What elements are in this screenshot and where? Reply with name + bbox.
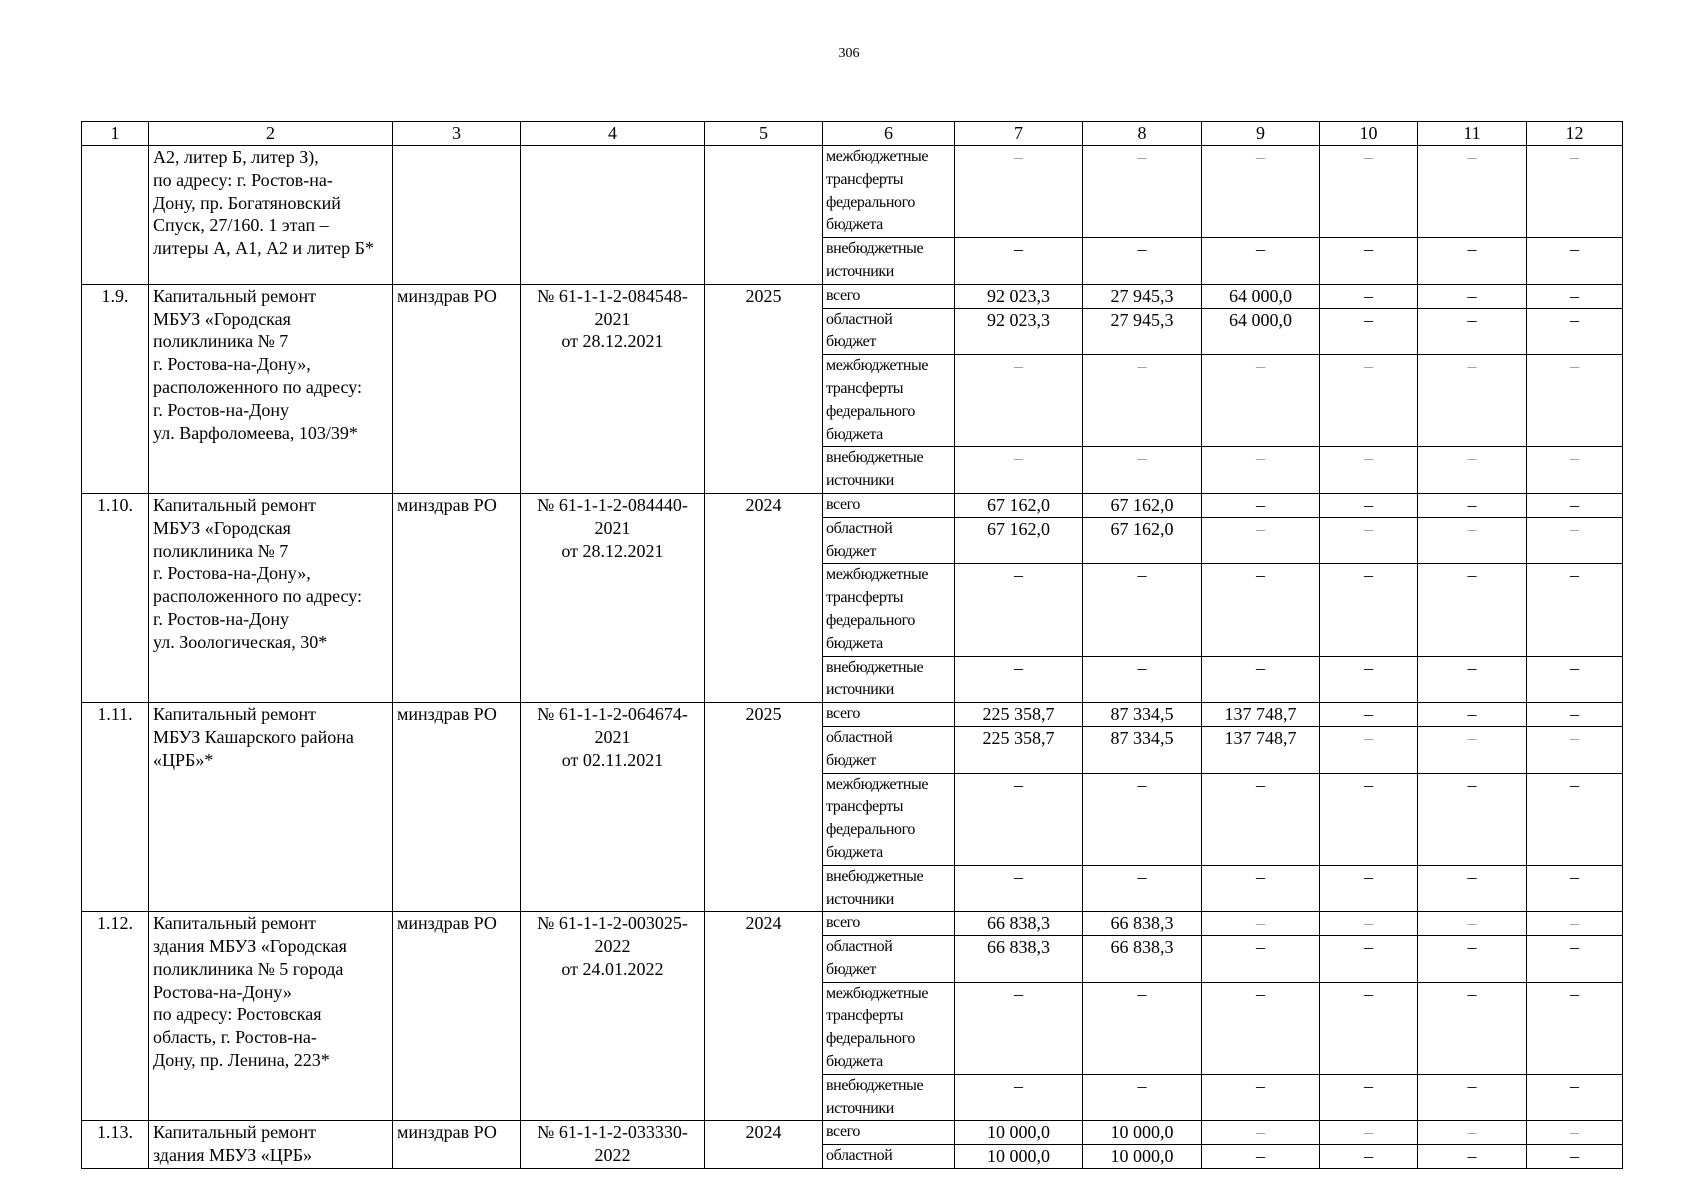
item-registry: № 61-1-1-2-084440- 2021 от 28.12.2021: [521, 493, 705, 702]
value-cell: 225 358,7: [955, 726, 1083, 773]
table-body: [82, 122, 1623, 1169]
value-cell: –: [1202, 1121, 1320, 1145]
item-number: 1.13.: [82, 1121, 149, 1169]
value-cell: 27 945,3: [1083, 284, 1202, 308]
column-header: 11: [1418, 122, 1527, 146]
value-cell: –: [1083, 355, 1202, 447]
column-header: 7: [955, 122, 1083, 146]
value-cell: –: [1527, 726, 1623, 773]
funding-source: областной бюджет: [823, 308, 955, 355]
value-cell: –: [1083, 1074, 1202, 1121]
value-cell: 66 838,3: [955, 912, 1083, 936]
value-cell: –: [1527, 703, 1623, 727]
value-cell: –: [1320, 564, 1418, 656]
value-cell: 67 162,0: [1083, 517, 1202, 564]
item-name: Капитальный ремонт здания МБУЗ «ЦРБ»: [149, 1121, 393, 1169]
item-registry: № 61-1-1-2-084548- 2021 от 28.12.2021: [521, 284, 705, 493]
value-cell: –: [1202, 564, 1320, 656]
value-cell: –: [1527, 493, 1623, 517]
item-registry: № 61-1-1-2-064674- 2021 от 02.11.2021: [521, 703, 705, 912]
value-cell: –: [1527, 447, 1623, 494]
value-cell: –: [1527, 773, 1623, 865]
item-number: 1.9.: [82, 284, 149, 493]
value-cell: –: [1083, 146, 1202, 238]
value-cell: –: [1418, 355, 1527, 447]
item-number: [82, 146, 149, 285]
value-cell: 92 023,3: [955, 284, 1083, 308]
value-cell: –: [1083, 865, 1202, 912]
value-cell: –: [1320, 1121, 1418, 1145]
value-cell: –: [1527, 1074, 1623, 1121]
value-cell: –: [1527, 982, 1623, 1074]
funding-source: внебюджетные источники: [823, 865, 955, 912]
value-cell: –: [1527, 936, 1623, 983]
value-cell: –: [1320, 726, 1418, 773]
value-cell: –: [1418, 1145, 1527, 1169]
value-cell: 67 162,0: [955, 517, 1083, 564]
value-cell: –: [1527, 284, 1623, 308]
item-year: [705, 146, 823, 285]
column-header: 3: [393, 122, 521, 146]
value-cell: –: [1418, 912, 1527, 936]
value-cell: –: [1527, 355, 1623, 447]
value-cell: –: [1418, 865, 1527, 912]
value-cell: –: [1418, 447, 1527, 494]
value-cell: 225 358,7: [955, 703, 1083, 727]
table-row: [82, 912, 1623, 936]
value-cell: 87 334,5: [1083, 703, 1202, 727]
value-cell: –: [1418, 517, 1527, 564]
value-cell: –: [1083, 773, 1202, 865]
value-cell: –: [1527, 656, 1623, 703]
value-cell: –: [1320, 517, 1418, 564]
value-cell: –: [1202, 1145, 1320, 1169]
value-cell: –: [1320, 982, 1418, 1074]
value-cell: –: [1527, 564, 1623, 656]
value-cell: –: [955, 656, 1083, 703]
item-executor: минздрав РО: [393, 1121, 521, 1169]
table-row: [82, 703, 1623, 727]
value-cell: –: [1418, 493, 1527, 517]
funding-source: всего: [823, 284, 955, 308]
funding-source: межбюджетные трансферты федерального бюджета: [823, 773, 955, 865]
value-cell: –: [955, 355, 1083, 447]
item-executor: минздрав РО: [393, 912, 521, 1121]
value-cell: –: [1320, 1145, 1418, 1169]
table-row: [82, 493, 1623, 517]
value-cell: –: [1418, 982, 1527, 1074]
column-header: 10: [1320, 122, 1418, 146]
value-cell: 64 000,0: [1202, 308, 1320, 355]
funding-source: внебюджетные источники: [823, 447, 955, 494]
funding-source: всего: [823, 912, 955, 936]
value-cell: –: [1418, 146, 1527, 238]
value-cell: –: [1418, 564, 1527, 656]
column-header: 5: [705, 122, 823, 146]
value-cell: –: [955, 447, 1083, 494]
value-cell: –: [1320, 773, 1418, 865]
value-cell: –: [1320, 912, 1418, 936]
item-registry: № 61-1-1-2-003025- 2022 от 24.01.2022: [521, 912, 705, 1121]
column-header: 12: [1527, 122, 1623, 146]
value-cell: –: [1418, 936, 1527, 983]
funding-source: областной бюджет: [823, 726, 955, 773]
value-cell: –: [1320, 284, 1418, 308]
value-cell: –: [1418, 308, 1527, 355]
value-cell: –: [955, 1074, 1083, 1121]
funding-source: внебюджетные источники: [823, 1074, 955, 1121]
value-cell: –: [1320, 308, 1418, 355]
value-cell: 27 945,3: [1083, 308, 1202, 355]
item-number: 1.10.: [82, 493, 149, 702]
value-cell: 67 162,0: [1083, 493, 1202, 517]
table-row: [82, 1121, 1623, 1145]
item-executor: [393, 146, 521, 285]
column-header-row: [82, 122, 1623, 146]
item-number: 1.12.: [82, 912, 149, 1121]
column-header: 1: [82, 122, 149, 146]
item-executor: минздрав РО: [393, 493, 521, 702]
item-name: Капитальный ремонт здания МБУЗ «Городская поликлиника № 5 города Ростова-на-Дону» по адресу: Ростовская область, г. Ростов-на- Дону, пр. Ленина, 223*: [149, 912, 393, 1121]
value-cell: 10 000,0: [955, 1145, 1083, 1169]
value-cell: –: [1320, 1074, 1418, 1121]
item-executor: минздрав РО: [393, 703, 521, 912]
value-cell: –: [1202, 238, 1320, 285]
value-cell: 66 838,3: [955, 936, 1083, 983]
value-cell: –: [955, 146, 1083, 238]
column-header: 2: [149, 122, 393, 146]
item-registry: [521, 146, 705, 285]
funding-source: областной: [823, 1145, 955, 1169]
value-cell: –: [1527, 517, 1623, 564]
value-cell: –: [1202, 146, 1320, 238]
funding-source: межбюджетные трансферты федерального бюджета: [823, 146, 955, 238]
value-cell: –: [1418, 1074, 1527, 1121]
value-cell: –: [1202, 936, 1320, 983]
value-cell: –: [1202, 982, 1320, 1074]
value-cell: –: [1202, 773, 1320, 865]
funding-source: всего: [823, 1121, 955, 1145]
funding-source: межбюджетные трансферты федерального бюджета: [823, 355, 955, 447]
value-cell: –: [1418, 656, 1527, 703]
value-cell: –: [1527, 865, 1623, 912]
value-cell: –: [1418, 238, 1527, 285]
value-cell: –: [1202, 517, 1320, 564]
value-cell: –: [1083, 982, 1202, 1074]
value-cell: –: [1320, 146, 1418, 238]
item-executor: минздрав РО: [393, 284, 521, 493]
value-cell: –: [1418, 703, 1527, 727]
value-cell: 87 334,5: [1083, 726, 1202, 773]
value-cell: –: [1527, 308, 1623, 355]
column-header: 9: [1202, 122, 1320, 146]
value-cell: –: [1527, 146, 1623, 238]
value-cell: –: [1527, 1145, 1623, 1169]
value-cell: 10 000,0: [1083, 1145, 1202, 1169]
item-year: 2024: [705, 1121, 823, 1169]
funding-source: всего: [823, 703, 955, 727]
value-cell: –: [955, 564, 1083, 656]
value-cell: –: [1320, 493, 1418, 517]
item-name: Капитальный ремонт МБУЗ Кашарского района «ЦРБ»*: [149, 703, 393, 912]
value-cell: –: [1202, 656, 1320, 703]
funding-source: межбюджетные трансферты федерального бюджета: [823, 982, 955, 1074]
funding-source: внебюджетные источники: [823, 238, 955, 285]
table-subrow: [82, 146, 1623, 238]
value-cell: –: [1418, 726, 1527, 773]
table-row: [82, 284, 1623, 308]
value-cell: 137 748,7: [1202, 726, 1320, 773]
page-number: 306: [838, 46, 860, 61]
item-number: 1.11.: [82, 703, 149, 912]
value-cell: –: [1202, 447, 1320, 494]
column-header: 8: [1083, 122, 1202, 146]
value-cell: –: [1320, 865, 1418, 912]
funding-table: [81, 121, 1623, 1169]
funding-source: областной бюджет: [823, 936, 955, 983]
funding-source: внебюджетные источники: [823, 656, 955, 703]
funding-source: межбюджетные трансферты федерального бюджета: [823, 564, 955, 656]
value-cell: –: [955, 982, 1083, 1074]
value-cell: –: [1202, 355, 1320, 447]
item-name: А2, литер Б, литер З), по адресу: г. Ростов-на- Дону, пр. Богатяновский Спуск, 27/160. 1 этап – литеры А, А1, А2 и литер Б*: [149, 146, 393, 285]
item-year: 2025: [705, 703, 823, 912]
item-year: 2025: [705, 284, 823, 493]
item-year: 2024: [705, 493, 823, 702]
value-cell: 137 748,7: [1202, 703, 1320, 727]
value-cell: –: [1083, 656, 1202, 703]
value-cell: 10 000,0: [1083, 1121, 1202, 1145]
value-cell: –: [1083, 564, 1202, 656]
value-cell: –: [1320, 703, 1418, 727]
value-cell: –: [1320, 447, 1418, 494]
value-cell: 66 838,3: [1083, 936, 1202, 983]
value-cell: –: [1527, 912, 1623, 936]
value-cell: –: [1202, 1074, 1320, 1121]
value-cell: –: [1418, 284, 1527, 308]
value-cell: –: [1527, 238, 1623, 285]
item-name: Капитальный ремонт МБУЗ «Городская поликлиника № 7 г. Ростова-на-Дону», расположенного по адресу: г. Ростов-на-Дону ул. Варфоломеева, 103/39*: [149, 284, 393, 493]
value-cell: 64 000,0: [1202, 284, 1320, 308]
item-name: Капитальный ремонт МБУЗ «Городская поликлиника № 7 г. Ростова-на-Дону», расположенного по адресу: г. Ростов-на-Дону ул. Зоологическая, 30*: [149, 493, 393, 702]
value-cell: –: [1418, 773, 1527, 865]
value-cell: –: [1202, 912, 1320, 936]
value-cell: 92 023,3: [955, 308, 1083, 355]
value-cell: –: [955, 773, 1083, 865]
value-cell: 67 162,0: [955, 493, 1083, 517]
value-cell: –: [1320, 656, 1418, 703]
funding-source: всего: [823, 493, 955, 517]
value-cell: –: [1527, 1121, 1623, 1145]
column-header: 6: [823, 122, 955, 146]
value-cell: –: [1202, 493, 1320, 517]
item-registry: № 61-1-1-2-033330- 2022: [521, 1121, 705, 1169]
value-cell: –: [955, 865, 1083, 912]
value-cell: –: [1418, 1121, 1527, 1145]
value-cell: 66 838,3: [1083, 912, 1202, 936]
value-cell: –: [1083, 238, 1202, 285]
value-cell: –: [1320, 936, 1418, 983]
value-cell: –: [1083, 447, 1202, 494]
column-header: 4: [521, 122, 705, 146]
value-cell: –: [955, 238, 1083, 285]
value-cell: –: [1320, 238, 1418, 285]
item-year: 2024: [705, 912, 823, 1121]
value-cell: –: [1320, 355, 1418, 447]
funding-source: областной бюджет: [823, 517, 955, 564]
value-cell: 10 000,0: [955, 1121, 1083, 1145]
value-cell: –: [1202, 865, 1320, 912]
